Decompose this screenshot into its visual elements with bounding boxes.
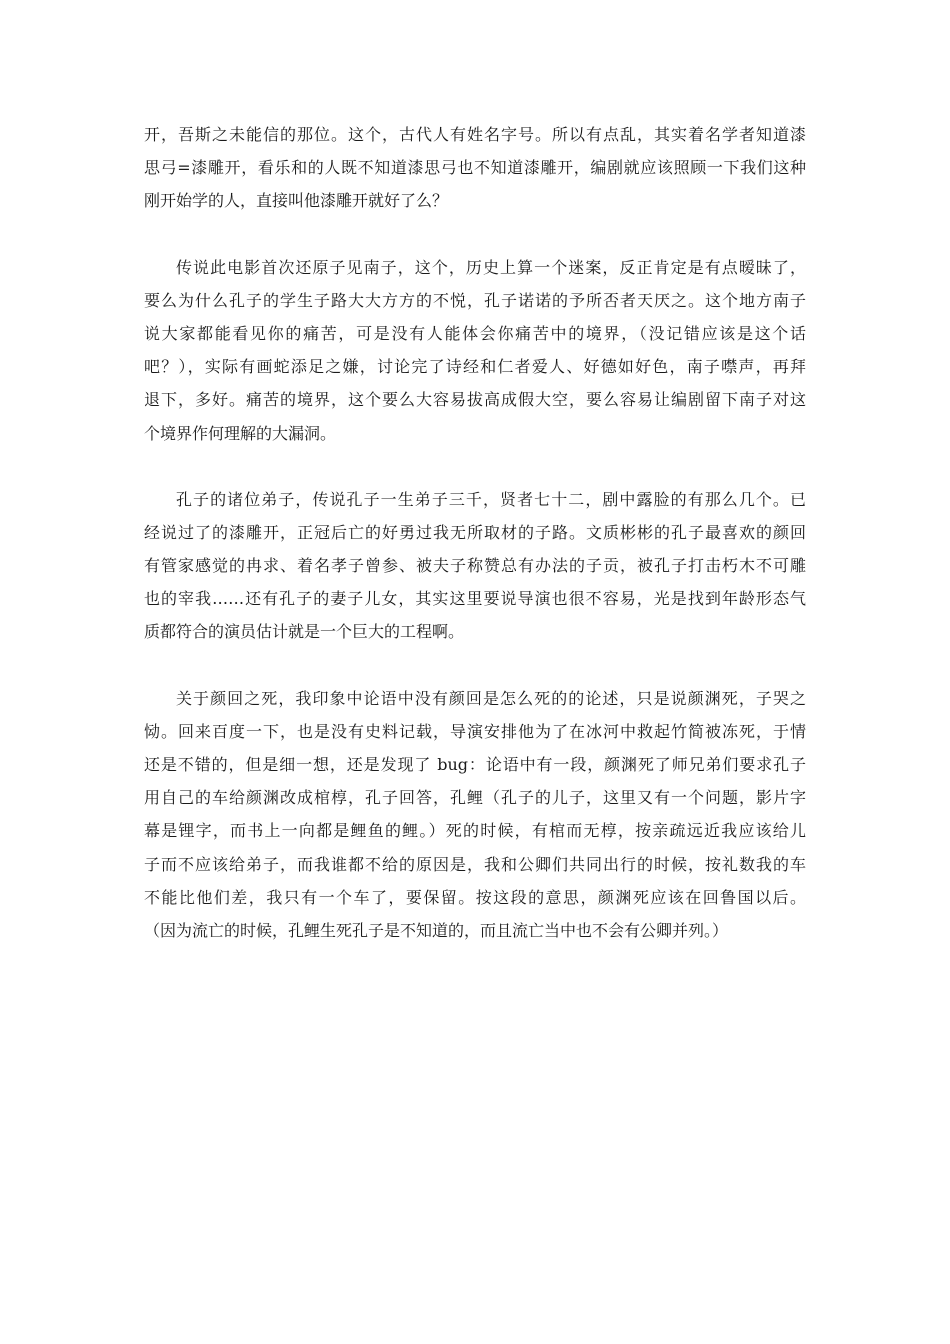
text-line: 有管家感觉的冉求、着名孝子曾参、被夫子称赞总有办法的子贡，被孔子打击朽木不可雕 bbox=[144, 556, 806, 576]
text-line: 关于颜回之死，我印象中论语中没有颜回是怎么死的的论述，只是说颜渊死，子哭之 bbox=[176, 688, 806, 708]
text-line: 传说此电影首次还原子见南子，这个，历史上算一个迷案，反正肯定是有点暧昧了， bbox=[176, 257, 806, 277]
text-line: 说大家都能看见你的痛苦，可是没有人能体会你痛苦中的境界，（没记错应该是这个话 bbox=[144, 323, 806, 343]
text-line: 子而不应该给弟子，而我谁都不给的原因是，我和公卿们共同出行的时候，按礼数我的车 bbox=[144, 854, 806, 874]
text-line: 不能比他们差，我只有一个车了，要保留。按这段的意思，颜渊死应该在回鲁国以后。 bbox=[144, 887, 806, 907]
text-line: 质都符合的演员估计就是一个巨大的工程啊。 bbox=[144, 622, 465, 642]
text-line: 开，吾斯之未能信的那位。这个，古代人有姓名字号。所以有点乱，其实着名学者知道漆 bbox=[144, 125, 806, 144]
text-line: （因为流亡的时候，孔鲤生死孔子是不知道的，而且流亡当中也不会有公卿并列。） bbox=[144, 920, 729, 940]
paragraph-1 bbox=[144, 118, 806, 218]
text-line: 个境界作何理解的大漏洞。 bbox=[144, 423, 337, 443]
text-line: 孔子的诸位弟子，传说孔子一生弟子三千，贤者七十二，剧中露脸的有那么几个。已 bbox=[176, 489, 806, 509]
paragraph-2 bbox=[144, 251, 806, 450]
text-line: 用自己的车给颜渊改成棺椁，孔子回答，孔鲤（孔子的儿子，这里又有一个问题，影片字 bbox=[144, 788, 806, 808]
text-line: 经说过了的漆雕开，正冠后亡的好勇过我无所取材的子路。文质彬彬的孔子最喜欢的颜回 bbox=[144, 522, 806, 542]
article-body bbox=[144, 118, 806, 980]
text-line: 也的宰我……还有孔子的妻子儿女，其实这里要说导演也很不容易，光是找到年龄形态气 bbox=[144, 589, 806, 609]
text-line: 吧？），实际有画蛇添足之嫌，讨论完了诗经和仁者爱人、好德如好色，南子噤声，再拜 bbox=[144, 357, 806, 377]
text-line: 刚开始学的人，直接叫他漆雕开就好了么？ bbox=[144, 191, 449, 211]
text-line: 思弓=漆雕开，看乐和的人既不知道漆思弓也不知道漆雕开，编剧就应该照顾一下我们这种 bbox=[144, 158, 806, 178]
text-line: 恸。回来百度一下，也是没有史料记载，导演安排他为了在冰河中救起竹简被冻死，于情 bbox=[144, 721, 806, 741]
text-line: 幕是锂字，而书上一向都是鲤鱼的鲤。）死的时候，有棺而无椁，按亲疏远近我应该给儿 bbox=[144, 821, 806, 841]
text-line: 退下，多好。痛苦的境界，这个要么大容易拔高成假大空，要么容易让编剧留下南子对这 bbox=[144, 390, 806, 410]
text-line: 还是不错的，但是细一想，还是发现了 bug：论语中有一段，颜渊死了师兄弟们要求孔子 bbox=[144, 755, 806, 774]
paragraph-3 bbox=[144, 483, 806, 649]
text-line: 要么为什么孔子的学生子路大大方方的不悦，孔子诺诺的予所否者天厌之。这个地方南子 bbox=[144, 290, 806, 310]
paragraph-4 bbox=[144, 682, 806, 948]
